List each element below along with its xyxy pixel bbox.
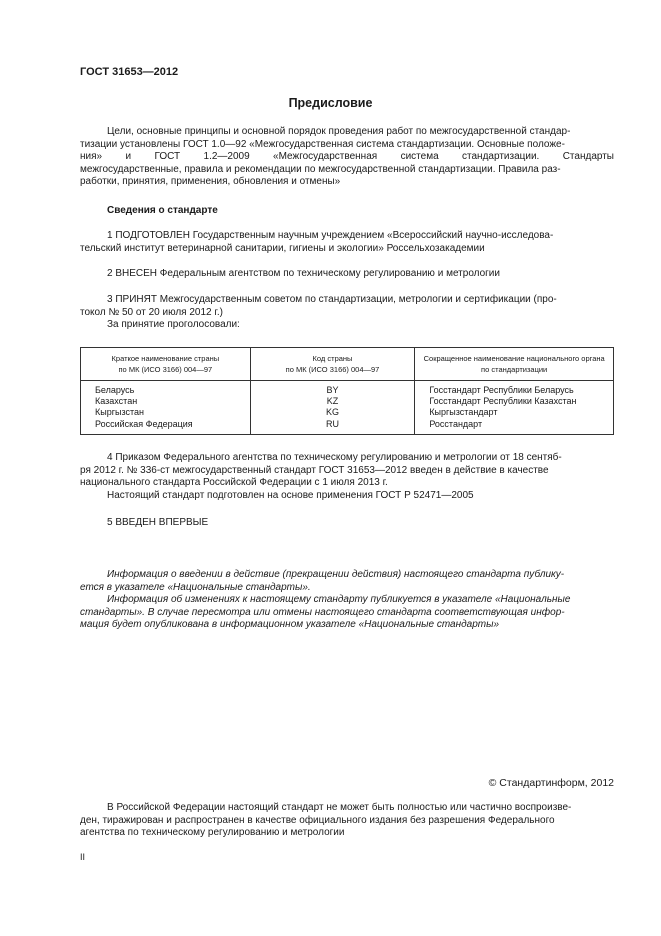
item-introduced: [80, 517, 614, 530]
country-name: Российская Федерация: [81, 419, 251, 435]
standards-body: Кыргызстандарт: [415, 407, 614, 418]
notice-line: стандарты». В случае пересмотра или отмены настоящего стандарта соответствующая инфор-: [80, 606, 565, 618]
restriction-line: В Российской Федерации настоящий стандарт не может быть полностью или частично воспроизве-: [107, 802, 572, 813]
standards-body: Росстандарт: [415, 419, 614, 435]
country-name: Беларусь: [81, 381, 251, 397]
country-code: RU: [250, 419, 415, 435]
table-header-body: Сокращенное наименование национального органа по стандартизации: [415, 348, 614, 381]
item-prepared-line: 1 ПОДГОТОВЛЕН Государственным научным учреждением «Всероссийский научно-исследова-: [107, 230, 554, 241]
intro-line: ния» и ГОСТ 1.2—2009 «Межгосударственная система стандартизации. Стандарты: [80, 151, 614, 163]
table-row: [81, 396, 614, 407]
item-adopted-line: токол № 50 от 20 июля 2012 г.): [80, 306, 223, 318]
item-adopted: [80, 294, 614, 332]
notice-block: [80, 569, 614, 632]
standards-body: Госстандарт Республики Казахстан: [415, 396, 614, 407]
intro-line: Цели, основные принципы и основной порядок проведения работ по межгосударственной стандар-: [107, 126, 571, 137]
item-enacted-line: 4 Приказом Федерального агентства по техническому регулированию и метрологии от 18 сентяб-: [107, 452, 562, 463]
standards-body: Госстандарт Республики Беларусь: [415, 381, 614, 397]
item-introduced-text: 5 ВВЕДЕН ВПЕРВЫЕ: [107, 517, 209, 528]
standard-code-header: ГОСТ 31653—2012: [80, 66, 179, 78]
intro-line: тизации установлены ГОСТ 1.0—92 «Межгосударственная система стандартизации. Основные положе-: [80, 138, 565, 150]
table-row: [81, 381, 614, 397]
table-header-code: Код страны по МК (ИСО 3166) 004—97: [250, 348, 415, 381]
reproduction-restriction: [80, 802, 614, 840]
intro-line: межгосударственные, правила и рекомендации по межгосударственной стандартизации. Правила раз-: [80, 163, 561, 175]
country-name: Кыргызстан: [81, 407, 251, 418]
item-enacted-line: ря 2012 г. № 336-ст межгосударственный стандарт ГОСТ 31653—2012 введен в действие в качестве: [80, 464, 549, 476]
table-header-row: [81, 348, 614, 381]
item-adopted-line: 3 ПРИНЯТ Межгосударственным советом по стандартизации, метрологии и сертификации (про-: [107, 294, 557, 305]
info-heading: Сведения о стандарте: [107, 205, 218, 216]
voting-countries-table: [80, 347, 614, 435]
intro-paragraph: [80, 126, 614, 189]
country-name: Казахстан: [81, 396, 251, 407]
item-prepared-line: тельский институт ветеринарной санитарии, гигиены и экологии» Россельхозакадемии: [80, 242, 485, 254]
copyright-notice: © Стандартинформ, 2012: [488, 777, 614, 789]
restriction-line: ден, тиражирован и распространен в качестве официального издания без разрешения Федерального: [80, 814, 555, 826]
notice-line: ется в указателе «Национальные стандарты».: [80, 581, 311, 593]
item-prepared: [80, 230, 614, 255]
notice-line: Информация об изменениях к настоящему стандарту публикуется в указателе «Национальные: [107, 594, 571, 606]
item-submitted-text: 2 ВНЕСЕН Федеральным агентством по техническому регулированию и метрологии: [107, 268, 500, 279]
table-header-country: Краткое наименование страны по МК (ИСО 3166) 004—97: [81, 348, 251, 381]
table-row: [81, 419, 614, 435]
country-code: BY: [250, 381, 415, 397]
restriction-line: агентства по техническому регулированию и метрологии: [80, 827, 345, 839]
country-code: KZ: [250, 396, 415, 407]
notice-line: Информация о введении в действие (прекращении действия) настоящего стандарта публику-: [107, 569, 565, 580]
page-number: II: [80, 852, 86, 862]
notice-line: мация будет опубликована в информационном указателе «Национальные стандарты»: [80, 619, 500, 631]
basis-text: Настоящий стандарт подготовлен на основе применения ГОСТ Р 52471—2005: [107, 489, 474, 501]
item-enacted-line: национального стандарта Российской Федерации с 1 июля 2013 г.: [80, 477, 388, 489]
item-enacted: [80, 452, 614, 502]
item-submitted: [80, 268, 614, 281]
table-row: [81, 407, 614, 418]
page-title: Предисловие: [288, 96, 373, 110]
voted-label: За принятие проголосовали:: [107, 319, 240, 331]
intro-line: работки, принятия, применения, обновления и отмены»: [80, 176, 341, 188]
country-code: KG: [250, 407, 415, 418]
